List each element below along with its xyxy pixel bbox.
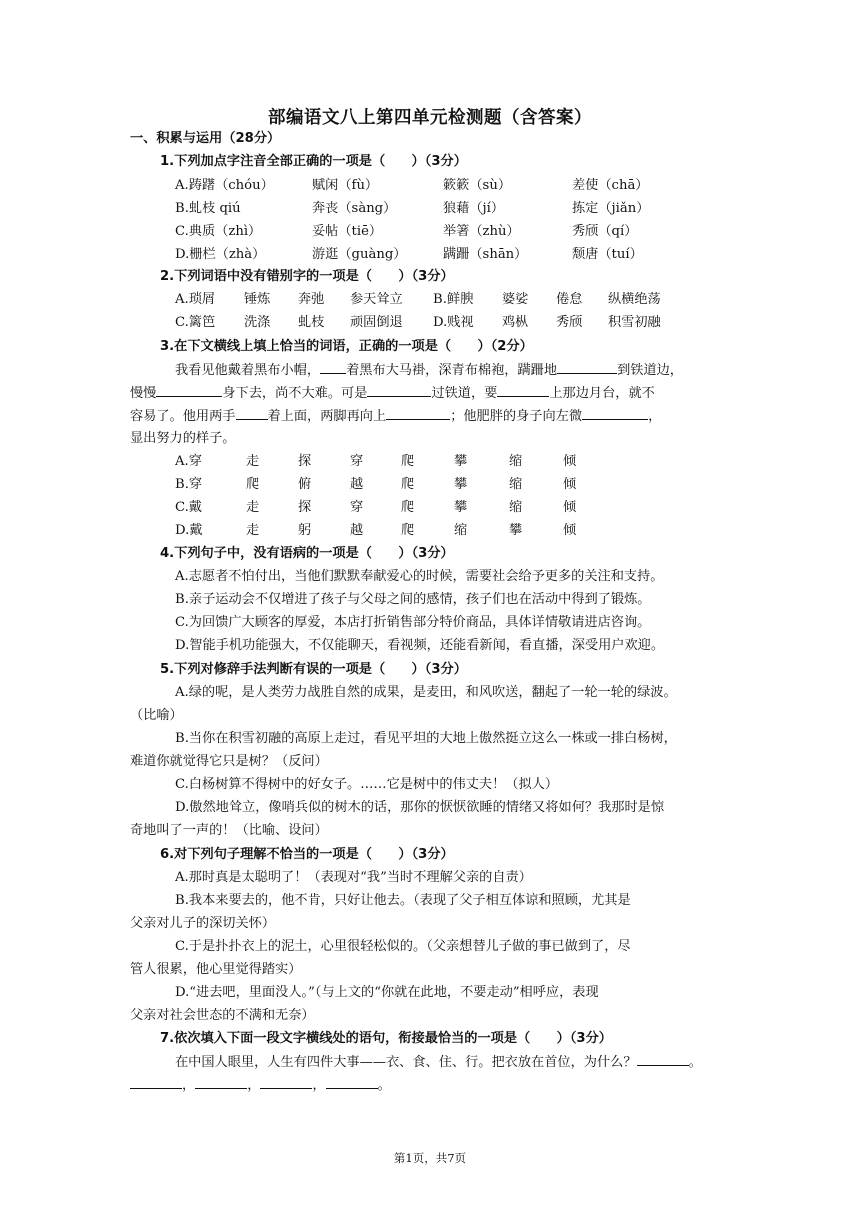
q3-option-row2-item2: 爬: [246, 477, 260, 492]
question-5-option-c: C.白杨树算不得树中的好女子。……它是树中的伟丈夫！（拟人）: [175, 777, 559, 792]
q3-option-row2-item8: 倾: [563, 477, 577, 492]
q2-option-row1-item4: 参天耸立: [350, 292, 403, 307]
question-5-option-d: D.傲然地耸立，像哨兵似的树木的话，那你的恹恹欲睡的情绪又将如何？我那时是惊: [175, 800, 665, 815]
q3-option-row1-item6: 攀: [454, 454, 468, 469]
q1-option-row1-item3: 簌簌（sù）: [443, 178, 512, 193]
q3-option-row3-item3: 探: [298, 500, 312, 515]
q1-option-row2-item4: 拣定（jiǎn）: [572, 201, 650, 216]
q3-option-row2-item4: 越: [350, 477, 364, 492]
q2-option-row1-item1: A.琐屑: [175, 292, 216, 307]
q3-option-row3-item4: 穿: [350, 500, 364, 515]
question-1-stem: 1.下列加点字注音全部正确的一项是（ ）（3分）: [160, 154, 467, 169]
q3-option-row2-item7: 缩: [509, 477, 523, 492]
q3-option-row1-item2: 走: [246, 454, 260, 469]
q2-option-row2-item3: 虬枝: [298, 315, 325, 330]
q3-option-row2-item5: 爬: [401, 477, 415, 492]
q1-option-row3-item4: 秀颀（qí）: [572, 224, 638, 239]
q3-option-row4-item8: 倾: [563, 523, 577, 538]
question-6-option-d-cont: 父亲对社会世态的不满和无奈）: [130, 1008, 315, 1023]
q2-option-row1-item3: 奔弛: [298, 292, 325, 307]
question-3-passage-line-1: 我看见他戴着黑布小帽， 着黑布大马褂，深青布棉袍，蹒跚地 到铁道边，: [175, 363, 683, 378]
q1-option-row3-item2: 妥帖（tiē）: [312, 224, 383, 239]
q3-option-row4-item5: 爬: [401, 523, 415, 538]
question-3-passage-line-4: 显出努力的样子。: [130, 431, 236, 446]
q1-option-row4-item4: 颓唐（tuí）: [572, 247, 643, 262]
question-5-stem: 5.下列对修辞手法判断有误的一项是（ ）（3分）: [160, 662, 467, 677]
question-6-option-c-cont: 管人很累，他心里觉得踏实）: [130, 962, 302, 977]
question-4-option-d: D.智能手机功能强大，不仅能聊天，看视频，还能看新闻，看直播，深受用户欢迎。: [175, 638, 665, 653]
q3-option-row4-item1: D.戴: [175, 523, 203, 538]
question-3-stem: 3.在下文横线上填上恰当的词语，正确的一项是（ ）（2分）: [160, 339, 533, 354]
q3-option-row2-item1: B.穿: [175, 477, 203, 492]
q3-option-row3-item5: 爬: [401, 500, 415, 515]
q3-option-row1-item1: A.穿: [175, 454, 202, 469]
question-5-option-b-cont: 难道你就觉得它只是树？（反问）: [130, 754, 328, 769]
page-footer: 第1页，共7页: [393, 1151, 467, 1165]
question-6-option-b: B.我本来要去的，他不肯，只好让他去。（表现了父子相互体谅和照顾，尤其是: [175, 893, 631, 908]
q2-option-row2-item6: 鸡枞: [502, 315, 529, 330]
q2-option-row1-item6: 婆娑: [502, 292, 529, 307]
section-heading: 一、积累与运用（28分）: [130, 131, 281, 146]
q1-option-row4-item3: 蹒跚（shān）: [443, 247, 528, 262]
question-6-option-d: D.“进去吧，里面没人。”（与上文的“你就在此地，不要走动”相呼应，表现: [175, 985, 599, 1000]
q1-option-row2-item1: B.虬枝 qiú: [175, 201, 241, 216]
question-7-passage-line-1: 在中国人眼里，人生有四件大事——衣、食、住、行。把衣放在首位，为什么？ 。: [175, 1055, 702, 1070]
question-4-option-b: B.亲子运动会不仅增进了孩子与父母之间的感情，孩子们也在活动中得到了锻炼。: [175, 592, 651, 607]
question-7-stem: 7.依次填入下面一段文字横线处的语句，衔接最恰当的一项是（ ）（3分）: [160, 1031, 612, 1046]
q2-option-row1-item2: 锤炼: [244, 292, 271, 307]
document-title: 部编语文八上第四单元检测题（含答案）: [268, 108, 592, 128]
q1-option-row4-item2: 游逛（guàng）: [312, 247, 407, 262]
q1-option-row3-item1: C.典质（zhì）: [175, 224, 262, 239]
q2-option-row1-item7: 倦怠: [556, 292, 583, 307]
q1-option-row3-item3: 举箸（zhù）: [443, 224, 520, 239]
q1-option-row1-item4: 差使（chā）: [572, 178, 649, 193]
q3-option-row3-item1: C.戴: [175, 500, 202, 515]
question-6-option-c: C.于是扑扑衣上的泥土，心里很轻松似的。（父亲想替儿子做的事已做到了，尽: [175, 939, 631, 954]
q3-option-row3-item2: 走: [246, 500, 260, 515]
question-5-option-a-cont: （比喻）: [130, 708, 183, 723]
q3-option-row4-item7: 攀: [509, 523, 523, 538]
q2-option-row2-item2: 洗涤: [244, 315, 271, 330]
q3-option-row3-item8: 倾: [563, 500, 577, 515]
q2-option-row1-item5: B.鲜腴: [433, 292, 474, 307]
question-5-option-a: A.绿的呢，是人类劳力战胜自然的成果，是麦田，和风吹送，翻起了一轮一轮的绿波。: [175, 685, 677, 700]
question-4-option-c: C.为回馈广大顾客的厚爱，本店打折销售部分特价商品，具体详情敬请进店咨询。: [175, 615, 651, 630]
q2-option-row2-item7: 秀颀: [556, 315, 583, 330]
q3-option-row4-item2: 走: [246, 523, 260, 538]
question-7-passage-line-2: ， ， ， 。: [130, 1076, 391, 1095]
q2-option-row2-item4: 顽固倒退: [350, 315, 403, 330]
q1-option-row1-item1: A.踌躇（chóu）: [175, 178, 274, 193]
question-2-stem: 2.下列词语中没有错别字的一项是（ ）（3分）: [160, 269, 454, 284]
question-6-option-b-cont: 父亲对儿子的深切关怀）: [130, 916, 276, 931]
q1-option-row2-item3: 狼藉（jí）: [443, 201, 505, 216]
q3-option-row1-item8: 倾: [563, 454, 577, 469]
question-4-stem: 4.下列句子中，没有语病的一项是（ ）（3分）: [160, 546, 454, 561]
question-6-option-a: A.那时真是太聪明了！（表现对“我”当时不理解父亲的自责）: [175, 870, 532, 885]
q2-option-row1-item8: 纵横绝荡: [608, 292, 661, 307]
q3-option-row3-item6: 攀: [454, 500, 468, 515]
question-4-option-a: A.志愿者不怕付出，当他们默默奉献爱心的时候，需要社会给予更多的关注和支持。: [175, 569, 664, 584]
q2-option-row2-item1: C.篱笆: [175, 315, 216, 330]
question-3-passage-line-3: 容易了。他用两手 着上面，两脚再向上 ；他肥胖的身子向左微 ，: [130, 409, 662, 424]
q3-option-row1-item3: 探: [298, 454, 312, 469]
q1-option-row4-item1: D.栅栏（zhà）: [175, 247, 266, 262]
question-6-stem: 6.对下列句子理解不恰当的一项是（ ）（3分）: [160, 847, 454, 862]
q2-option-row2-item5: D.贱视: [433, 315, 474, 330]
q3-option-row4-item6: 缩: [454, 523, 468, 538]
q3-option-row3-item7: 缩: [509, 500, 523, 515]
q3-option-row1-item7: 缩: [509, 454, 523, 469]
q3-option-row4-item4: 越: [350, 523, 364, 538]
q3-option-row1-item5: 爬: [401, 454, 415, 469]
q3-option-row2-item3: 俯: [298, 477, 312, 492]
question-3-passage-line-2: 慢慢 身下去，尚不大难。可是 过铁道，要 上那边月台，就不: [130, 386, 655, 401]
question-5-option-b: B.当你在积雪初融的高原上走过，看见平坦的大地上傲然挺立这么一株或一排白杨树，: [175, 731, 677, 746]
q2-option-row2-item8: 积雪初融: [608, 315, 661, 330]
q1-option-row2-item2: 奔丧（sàng）: [312, 201, 397, 216]
q3-option-row2-item6: 攀: [454, 477, 468, 492]
q1-option-row1-item2: 赋闲（fù）: [312, 178, 379, 193]
question-5-option-d-cont: 奇地叫了一声的！（比喻、设问）: [130, 823, 328, 838]
q3-option-row4-item3: 躬: [298, 523, 312, 538]
q3-option-row1-item4: 穿: [350, 454, 364, 469]
